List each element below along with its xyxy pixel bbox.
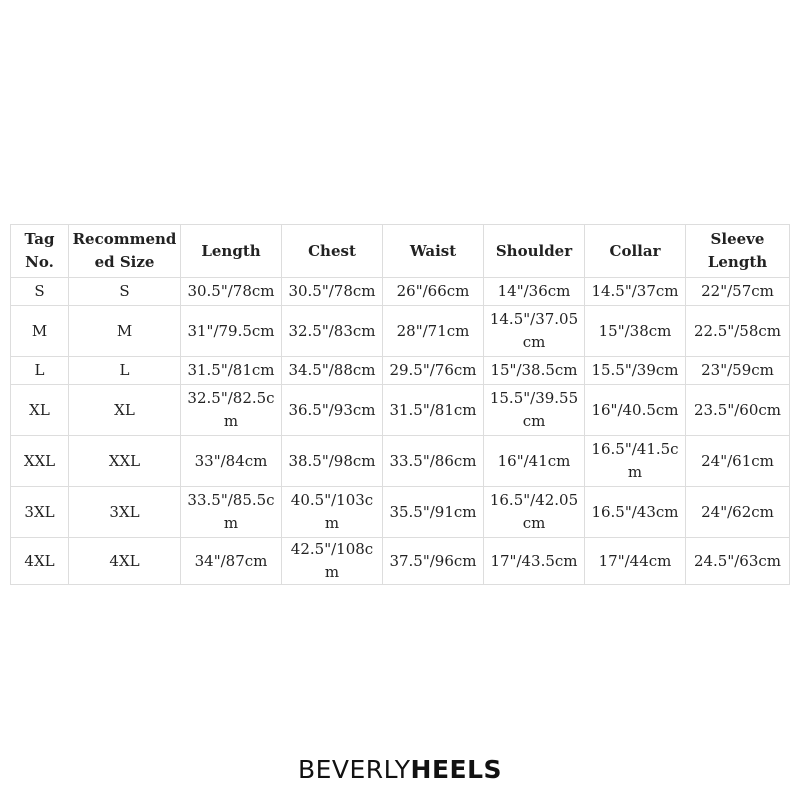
brand-logo-part2: HEELS [410,755,503,784]
table-cell: 26"/66cm [383,278,484,306]
table-cell: L [11,357,69,385]
brand-logo-part1: BEVERLY [297,755,411,784]
table-cell: 16"/40.5cm [585,385,686,436]
table-cell: 28"/71cm [383,306,484,357]
table-cell: 37.5"/96cm [383,538,484,585]
table-cell: 4XL [69,538,181,585]
table-cell: M [11,306,69,357]
size-chart-table [10,224,790,585]
header-collar: Collar [585,225,686,278]
table-row [11,487,790,538]
table-cell: 24.5"/63cm [686,538,790,585]
header-chest: Chest [282,225,383,278]
table-cell: 30.5"/78cm [282,278,383,306]
table-cell: 32.5"/82.5cm [181,385,282,436]
table-cell: 33"/84cm [181,436,282,487]
header-shoulder: Shoulder [484,225,585,278]
header-waist: Waist [383,225,484,278]
table-cell: 3XL [69,487,181,538]
table-row [11,385,790,436]
header-row [11,225,790,278]
table-cell: 17"/43.5cm [484,538,585,585]
table-cell: XL [11,385,69,436]
header-sleeve-length: Sleeve Length [686,225,790,278]
table-cell: 3XL [11,487,69,538]
header-tag-no: Tag No. [11,225,69,278]
header-recommended-size: Recommended Size [69,225,181,278]
table-cell: 16.5"/42.05cm [484,487,585,538]
table-cell: 15.5"/39cm [585,357,686,385]
table-cell: XXL [11,436,69,487]
table-row [11,278,790,306]
table-row [11,306,790,357]
table-cell: 14.5"/37cm [585,278,686,306]
table-cell: 34"/87cm [181,538,282,585]
table-cell: L [69,357,181,385]
table-cell: 38.5"/98cm [282,436,383,487]
table-cell: 16"/41cm [484,436,585,487]
table-cell: 16.5"/43cm [585,487,686,538]
table-cell: 34.5"/88cm [282,357,383,385]
table-cell: 30.5"/78cm [181,278,282,306]
brand-logo [0,755,800,784]
header-length: Length [181,225,282,278]
table-cell: 15.5"/39.55cm [484,385,585,436]
table-row [11,436,790,487]
table-cell: 40.5"/103cm [282,487,383,538]
table-row [11,357,790,385]
table-cell: 22.5"/58cm [686,306,790,357]
table-cell: 42.5"/108cm [282,538,383,585]
table-cell: 24"/61cm [686,436,790,487]
table-cell: M [69,306,181,357]
table-cell: 15"/38cm [585,306,686,357]
table-cell: 23.5"/60cm [686,385,790,436]
table-cell: 33.5"/86cm [383,436,484,487]
table-cell: 33.5"/85.5cm [181,487,282,538]
table-cell: 36.5"/93cm [282,385,383,436]
table-cell: 35.5"/91cm [383,487,484,538]
table-cell: 17"/44cm [585,538,686,585]
table-cell: S [69,278,181,306]
table-cell: 31.5"/81cm [181,357,282,385]
table-cell: XXL [69,436,181,487]
table-cell: 22"/57cm [686,278,790,306]
table-row [11,538,790,585]
table-cell: 14.5"/37.05cm [484,306,585,357]
table-cell: 14"/36cm [484,278,585,306]
table-cell: 16.5"/41.5cm [585,436,686,487]
table-cell: 29.5"/76cm [383,357,484,385]
table-cell: 31"/79.5cm [181,306,282,357]
table-cell: 24"/62cm [686,487,790,538]
table-cell: 31.5"/81cm [383,385,484,436]
table-cell: 32.5"/83cm [282,306,383,357]
table-cell: XL [69,385,181,436]
table-cell: 4XL [11,538,69,585]
table-cell: 23"/59cm [686,357,790,385]
table-cell: 15"/38.5cm [484,357,585,385]
table-cell: S [11,278,69,306]
